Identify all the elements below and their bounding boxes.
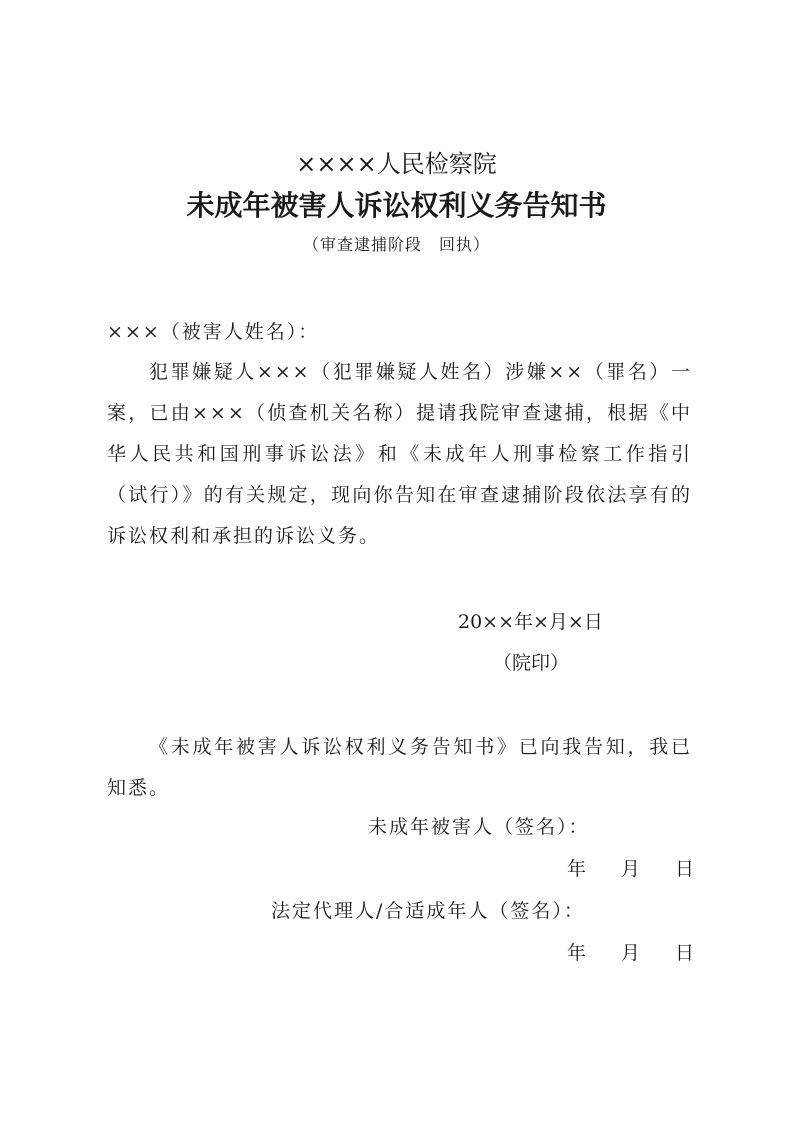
victim-signature-label: 未成年被害人（签名）：	[368, 816, 590, 838]
issue-date: 20××年×月×日	[458, 611, 603, 633]
day-label: 日	[675, 858, 695, 880]
day-label: 日	[675, 942, 695, 964]
guardian-signature-date	[567, 938, 694, 965]
court-seal-label: （院印）	[493, 652, 570, 674]
year-label: 年	[567, 942, 587, 964]
month-label: 月	[621, 858, 641, 880]
victim-signature-date	[567, 854, 694, 881]
year-label: 年	[567, 858, 587, 880]
document-title: 未成年被害人诉讼权利义务告知书	[186, 189, 607, 222]
organization-name: ××××人民检察院	[296, 150, 497, 178]
notice-paragraph: 犯罪嫌疑人×××（犯罪嫌疑人姓名）涉嫌××（罪名）一案，已由×××（侦查机关名称）提请我院审查逮捕，根据《中华人民共和国刑事诉讼法》和《未成年人刑事检察工作指引（试行）》的有关规定，现向你告知在审查逮捕阶段依法享有的诉讼权利和承担的诉讼义务。	[107, 361, 692, 547]
document-subtitle: （审查逮捕阶段 回执）	[302, 235, 490, 254]
month-label: 月	[621, 942, 641, 964]
salutation: ×××（被害人姓名）：	[107, 321, 320, 343]
acknowledgement-paragraph: 《未成年被害人诉讼权利义务告知书》已向我告知，我已知悉。	[107, 736, 692, 799]
guardian-signature-label: 法定代理人/合适成年人（签名）：	[271, 900, 585, 922]
